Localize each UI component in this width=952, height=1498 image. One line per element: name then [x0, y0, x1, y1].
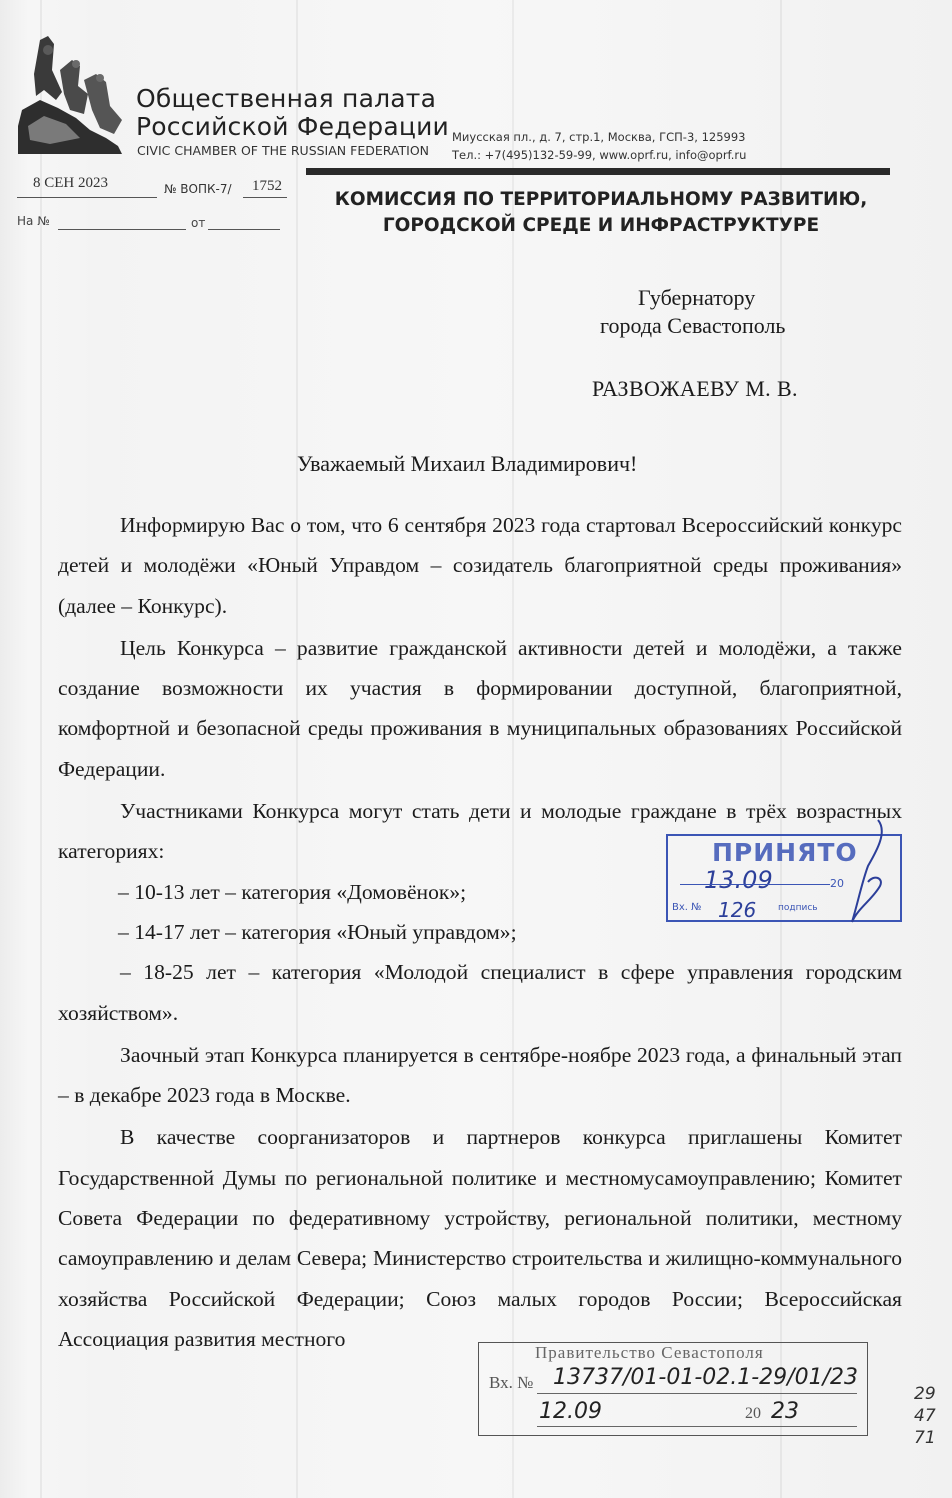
- address-line2: Тел.: +7(495)132-59-99, www.oprf.ru, info@oprf.ru: [452, 148, 747, 162]
- paragraph: Информирую Вас о том, что 6 сентября 2023 года стартовал Всероссийский конкурс детей и молодёжи «Юный Управдом – созидатель благоприятной среды проживания» (далее – Конкурс).: [58, 513, 902, 618]
- addressee-title: Губернатору: [638, 285, 756, 310]
- stamp-incoming-label: Вх. №: [672, 902, 702, 913]
- government-stamp: [478, 1342, 868, 1436]
- stamp-date: 12.09: [539, 1399, 602, 1424]
- stamp-signature-label: подпись: [778, 903, 818, 913]
- stamp-year-prefix: 20: [830, 877, 844, 890]
- divider: [17, 197, 157, 198]
- paragraph: Цель Конкурса – развитие гражданской активности детей и молодёжи, а также создание возможности их участия в формировании доступной, благоприятной, комфортной и безопасной среды проживания в муниципальных образованиях Российской Федерации.: [58, 635, 902, 781]
- from-label: от: [191, 216, 206, 230]
- commission-line2: ГОРОДСКОЙ СРЕДЕ И ИНФРАСТРУКТУРЕ: [382, 215, 820, 236]
- org-name-en: CIVIC CHAMBER OF THE RUSSIAN FEDERATION: [137, 143, 430, 158]
- received-stamp: [666, 834, 902, 922]
- margin-number: 47: [914, 1406, 936, 1426]
- paragraph: В качестве соорганизаторов и партнеров конкурса приглашены Комитет Государственной Думы по региональной политике и местномусамоуправлению; Комитет Совета Федерации по федеративному устройству, региональной политики, местному самоуправлению и делам Севера; Министерство строительства и жилищно-коммунального хозяйства Российской Федерации; Союз малых городов России; Всероссийская Ассоциация развития местного: [58, 1125, 902, 1351]
- registration-date: 8 СЕН 2023: [33, 175, 108, 191]
- divider: [58, 229, 186, 230]
- list-item: – 10-13 лет – категория «Домовёнок»;: [118, 879, 467, 904]
- signature-scribble-icon: [828, 812, 908, 942]
- stamp-year-suffix: 23: [771, 1399, 799, 1424]
- margin-number: 29: [914, 1384, 936, 1404]
- org-name-ru-line1: Общественная палата: [136, 84, 437, 113]
- paragraph: Участниками Конкурса могут стать дети и молодые граждане в трёх возрастных категориях:: [58, 799, 902, 864]
- list-item: – 14-17 лет – категория «Юный управдом»;: [118, 919, 517, 944]
- margin-number: 71: [914, 1428, 936, 1448]
- stamp-year-prefix: 20: [745, 1405, 761, 1422]
- addressee-name: РАЗВОЖАЕВУ М. В.: [592, 376, 798, 401]
- registration-number-label: № ВОПК-7/: [164, 182, 232, 196]
- list-item: – 18-25 лет – категория «Молодой специалист в сфере управления городским хозяйством».: [58, 960, 902, 1025]
- org-name-ru-line2: Российской Федерации: [136, 112, 449, 141]
- stamp-incoming-number: 13737/01-01-02.1-29/01/23: [553, 1365, 858, 1390]
- salutation: Уважаемый Михаил Владимирович!: [297, 451, 638, 476]
- stamp-handwritten-number: 126: [718, 898, 757, 922]
- stamp-handwritten-date: 13.09: [704, 866, 773, 894]
- commission-line1: КОМИССИЯ ПО ТЕРРИТОРИАЛЬНОМУ РАЗВИТИЮ,: [334, 189, 868, 210]
- commission-title: [320, 187, 882, 239]
- address-line1: Миусская пл., д. 7, стр.1, Москва, ГСП-3, 125993: [452, 130, 746, 144]
- paragraph: Заочный этап Конкурса планируется в сентябре-ноябре 2023 года, а финальный этап – в декабре 2023 года в Москве.: [58, 1042, 902, 1108]
- divider: [243, 197, 287, 198]
- on-number-label: На №: [17, 214, 50, 228]
- header-rule: [306, 168, 890, 175]
- stamp-incoming-label: Вх. №: [489, 1373, 534, 1392]
- divider: [208, 229, 280, 230]
- registration-number: 1752: [252, 178, 282, 194]
- stamp-title: Правительство Севастополя: [535, 1343, 764, 1362]
- monument-logo-icon: [10, 30, 130, 155]
- stamp-title: ПРИНЯТО: [712, 838, 858, 867]
- letter-body: [58, 505, 902, 1359]
- addressee-city: города Севастополь: [600, 313, 786, 338]
